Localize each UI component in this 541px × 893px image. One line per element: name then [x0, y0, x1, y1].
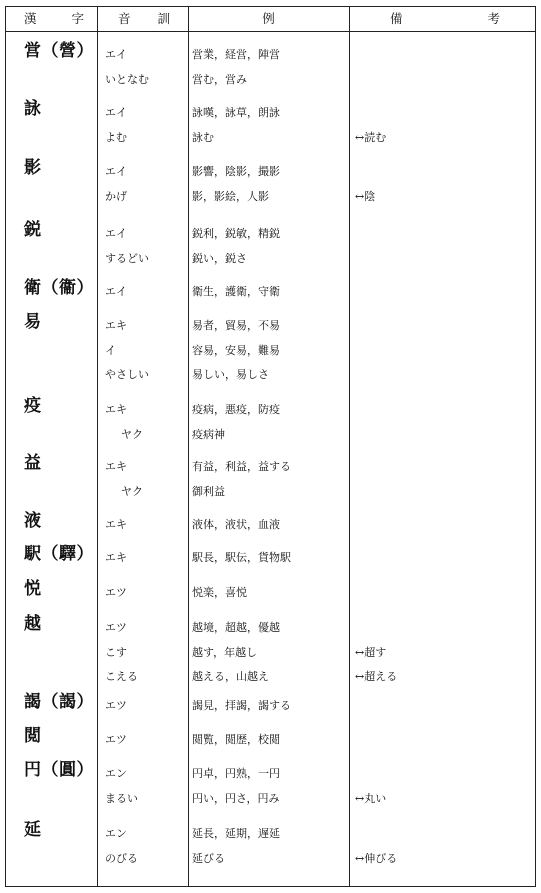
- kanji-cell: 延: [24, 820, 42, 840]
- reading-cell: エツ: [105, 621, 127, 634]
- reading-cell: エイ: [105, 106, 127, 119]
- note-cell: ↔伸びる: [355, 851, 398, 865]
- kanji-cell: 円（圓）: [24, 760, 94, 780]
- note-cell: ↔読む: [355, 130, 387, 144]
- note-cell: ↔丸い: [355, 791, 387, 805]
- example-cell: 営む，営み: [192, 72, 247, 86]
- note-cell: ↔超える: [355, 670, 398, 683]
- example-cell: 影，影絵，人影: [192, 189, 269, 203]
- reading-cell: エイ: [105, 227, 127, 240]
- reading-cell: こえる: [105, 670, 138, 683]
- reading-cell: エイ: [105, 165, 127, 178]
- example-cell: 容易，安易，難易: [192, 343, 280, 357]
- example-cell: 閲覧，閲歴，校閲: [192, 733, 280, 746]
- header-reading: [118, 7, 170, 31]
- example-cell: 御利益: [192, 484, 225, 498]
- reading-cell: ヤク: [121, 484, 143, 498]
- header-divider: [6, 31, 535, 32]
- reading-cell: エキ: [105, 403, 127, 416]
- example-cell: 駅長，駅伝，貨物駅: [192, 551, 291, 564]
- kanji-cell: 駅（驛）: [24, 544, 94, 564]
- reading-cell: かげ: [105, 189, 127, 203]
- example-cell: 易者，貿易，不易: [192, 319, 280, 332]
- reading-cell: イ: [105, 343, 116, 357]
- example-cell: 越す，年越し: [192, 645, 258, 659]
- header-example: [188, 7, 349, 31]
- example-cell: 越境，超越，優越: [192, 621, 280, 634]
- reading-cell: こす: [105, 645, 127, 659]
- header-reading-char: 音: [118, 11, 131, 26]
- kanji-cell: 閲: [24, 726, 42, 746]
- kanji-cell: 詠: [24, 99, 42, 119]
- kanji-cell: 悦: [24, 579, 42, 599]
- example-cell: 延びる: [192, 851, 225, 865]
- example-cell: 液体，液状，血液: [192, 518, 280, 531]
- reading-cell: エキ: [105, 460, 127, 473]
- kanji-cell: 越: [24, 614, 42, 634]
- example-cell: 詠む: [192, 130, 214, 144]
- note-cell: ↔超す: [355, 645, 387, 659]
- example-cell: 有益，利益，益する: [192, 460, 291, 473]
- kanji-cell: 影: [24, 158, 42, 178]
- header-note-char: 備: [390, 11, 403, 26]
- example-cell: 易しい，易しさ: [192, 368, 269, 381]
- kanji-cell: 益: [24, 453, 42, 473]
- reading-cell: いとなむ: [105, 72, 149, 86]
- header-example-char: 例: [262, 11, 275, 26]
- header-kanji: [24, 7, 84, 31]
- example-cell: 衛生，護衛，守衛: [192, 285, 280, 298]
- reading-cell: のびる: [105, 851, 138, 865]
- example-cell: 謁見，拝謁，謁する: [192, 699, 291, 712]
- header-note: [390, 7, 500, 31]
- reading-cell: エツ: [105, 699, 127, 712]
- kanji-cell: 衛（衞）: [24, 278, 94, 298]
- reading-cell: エン: [105, 767, 127, 780]
- reading-cell: するどい: [105, 251, 149, 265]
- example-cell: 悦楽，喜悦: [192, 586, 247, 599]
- example-cell: 円卓，円熟，一円: [192, 767, 280, 780]
- reading-cell: エン: [105, 827, 127, 840]
- reading-cell: エキ: [105, 319, 127, 332]
- header-kanji-char: 字: [71, 11, 84, 26]
- reading-cell: エツ: [105, 733, 127, 746]
- example-cell: 疫病神: [192, 427, 225, 441]
- reading-cell: エキ: [105, 551, 127, 564]
- example-cell: 越える，山越え: [192, 670, 269, 683]
- header-kanji-char: 漢: [24, 11, 37, 26]
- kanji-cell: 液: [24, 511, 42, 531]
- example-cell: 円い，円さ，円み: [192, 791, 280, 805]
- column-divider: [97, 7, 98, 886]
- reading-cell: エキ: [105, 518, 127, 531]
- kanji-cell: 営（營）: [24, 41, 94, 61]
- example-cell: 鋭利，鋭敏，精鋭: [192, 227, 280, 240]
- example-cell: 鋭い，鋭さ: [192, 251, 247, 265]
- column-divider: [188, 7, 189, 886]
- reading-cell: まるい: [105, 791, 138, 805]
- kanji-cell: 謁（謁）: [24, 692, 94, 712]
- example-cell: 延長，延期，遅延: [192, 827, 280, 840]
- note-cell: ↔陰: [355, 189, 376, 203]
- kanji-cell: 易: [24, 312, 42, 332]
- kanji-cell: 疫: [24, 396, 42, 416]
- reading-cell: エイ: [105, 285, 127, 298]
- reading-cell: エツ: [105, 586, 127, 599]
- reading-cell: ヤク: [121, 427, 143, 441]
- kanji-cell: 鋭: [24, 220, 42, 240]
- example-cell: 影響，陰影，撮影: [192, 165, 280, 178]
- header-note-char: 考: [487, 11, 500, 26]
- example-cell: 営業，経営，陣営: [192, 48, 280, 61]
- column-divider: [349, 7, 350, 886]
- reading-cell: やさしい: [105, 368, 149, 381]
- example-cell: 疫病，悪疫，防疫: [192, 403, 280, 416]
- header-reading-char: 訓: [157, 11, 170, 26]
- reading-cell: よむ: [105, 130, 127, 144]
- example-cell: 詠嘆，詠草，朗詠: [192, 106, 280, 119]
- reading-cell: エイ: [105, 48, 127, 61]
- kanji-reading-table: [5, 6, 536, 887]
